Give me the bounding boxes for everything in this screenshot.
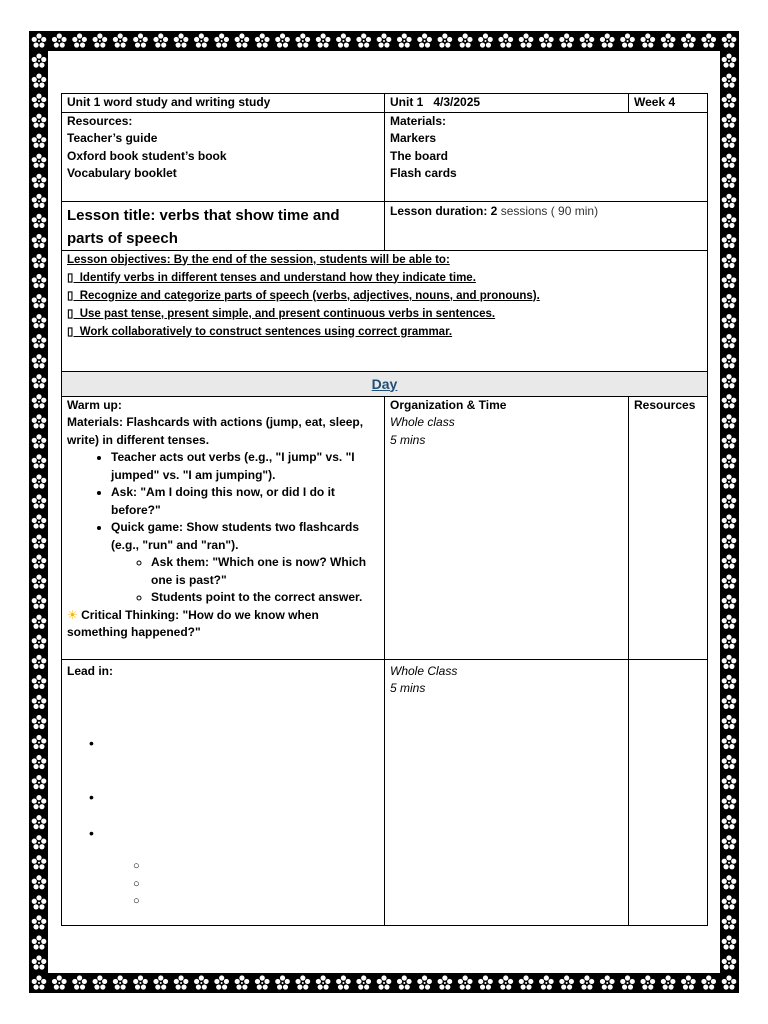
flower-ornament (719, 933, 739, 953)
flower-ornament (29, 452, 49, 472)
flower-ornament (29, 893, 49, 913)
flower-ornament (29, 913, 49, 933)
flower-ornament (29, 572, 49, 592)
flower-ornament (110, 973, 130, 993)
flower-ornament (29, 31, 49, 51)
duration-label: Lesson duration: (390, 203, 491, 218)
flower-ornament (130, 973, 150, 993)
flower-ornament (29, 973, 49, 993)
objective-item: ▯ Identify verbs in different tenses and understand how they indicate time. (67, 271, 476, 284)
flower-ornament (232, 973, 252, 993)
flower-ornament (557, 973, 577, 993)
duration-value: 2 (490, 203, 498, 218)
flower-ornament (212, 31, 232, 51)
material-item: Flash cards (390, 166, 457, 180)
critical-thinking-text: Critical Thinking: "How do we know when something happened?" (67, 607, 323, 639)
flower-ornament (29, 191, 49, 211)
resources-row (62, 112, 708, 201)
flower-ornament (29, 592, 49, 612)
flower-ornament (496, 31, 516, 51)
flower-ornament (719, 412, 739, 432)
flower-ornament (719, 452, 739, 472)
flower-ornament (455, 973, 475, 993)
flower-ornament (191, 31, 211, 51)
flower-ornament (719, 973, 739, 993)
flower-ornament (597, 973, 617, 993)
flower-ornament (29, 712, 49, 732)
bullet-dot: • (89, 735, 94, 751)
flower-ornament (49, 973, 69, 993)
objectives-cell (62, 250, 708, 371)
materials-cell (385, 112, 708, 201)
flower-ornament (719, 211, 739, 231)
flower-ornament (29, 652, 49, 672)
flower-ornament (719, 51, 739, 71)
flower-ornament (29, 151, 49, 171)
warmup-row (62, 396, 708, 659)
sub-bullet-dot: ○ (133, 860, 140, 872)
flower-ornament (719, 853, 739, 873)
flower-ornament (333, 31, 353, 51)
flower-ornament (29, 352, 49, 372)
flower-ornament (719, 532, 739, 552)
flower-ornament (110, 31, 130, 51)
flower-ornament (29, 372, 49, 392)
warmup-org-cell (385, 396, 629, 659)
sub-bullet-dot: ○ (133, 878, 140, 890)
flower-ornament (29, 432, 49, 452)
flower-ornament (293, 31, 313, 51)
flower-ornament (719, 732, 739, 752)
lesson-title-line1: Lesson title: verbs that show time and (67, 206, 340, 224)
warmup-subbullets (111, 554, 379, 607)
flower-ornament (29, 672, 49, 692)
bullet-dot: • (89, 825, 94, 841)
day-header (62, 371, 708, 396)
flower-ornament (719, 352, 739, 372)
warmup-heading: Warm up: (67, 397, 122, 412)
org-heading: Organization & Time (390, 397, 507, 412)
flower-ornament (719, 632, 739, 652)
flower-ornament (171, 31, 191, 51)
objective-item: ▯ Work collaboratively to construct sentences using correct grammar. (67, 325, 453, 338)
flower-ornament (719, 332, 739, 352)
flower-ornament (29, 773, 49, 793)
flower-ornament (719, 392, 739, 412)
flower-ornament (719, 773, 739, 793)
material-item: Markers (390, 131, 437, 145)
flower-ornament (719, 472, 739, 492)
flower-ornament (49, 31, 69, 51)
flower-ornament (29, 793, 49, 813)
resource-item: Oxford book student’s book (67, 148, 227, 163)
org-mode: Whole Class (390, 663, 458, 678)
flower-ornament (29, 532, 49, 552)
flower-ornament (273, 31, 293, 51)
flower-ornament (29, 332, 49, 352)
flower-ornament (313, 973, 333, 993)
flower-ornament (29, 312, 49, 332)
warmup-materials: Materials: Flashcards with actions (jump, eat, sleep, write) in different tenses. (67, 415, 364, 447)
flower-ornament (29, 692, 49, 712)
flower-ornament (719, 712, 739, 732)
flower-ornament (577, 31, 597, 51)
flower-ornament (719, 111, 739, 131)
leadin-org-cell (385, 659, 629, 925)
org-time: 5 mins (390, 432, 426, 447)
flower-ornament (394, 973, 414, 993)
flower-ornament (719, 893, 739, 913)
flower-ornament (455, 31, 475, 51)
flower-ornament (536, 31, 556, 51)
flower-ornament (29, 251, 49, 271)
flower-ornament (719, 552, 739, 572)
flower-ornament (29, 392, 49, 412)
warmup-bullets (67, 449, 379, 607)
flower-ornament (475, 31, 495, 51)
flower-ornament (678, 31, 698, 51)
day-row (62, 371, 708, 396)
flower-ornament (719, 793, 739, 813)
flower-ornament (29, 171, 49, 191)
flower-ornament (29, 91, 49, 111)
flower-ornament (29, 51, 49, 71)
flower-ornament (618, 973, 638, 993)
flower-ornament (577, 973, 597, 993)
flower-ornament (618, 31, 638, 51)
flower-ornament (415, 31, 435, 51)
flower-ornament (719, 753, 739, 773)
flower-ornament (29, 873, 49, 893)
flower-ornament (232, 31, 252, 51)
flower-ornament (29, 933, 49, 953)
flower-ornament (273, 973, 293, 993)
flower-ornament (29, 231, 49, 251)
flower-ornament (29, 753, 49, 773)
sub-bullet-dot: ○ (133, 895, 140, 907)
resources-heading: Resources: (67, 113, 133, 128)
flower-ornament (719, 71, 739, 91)
flower-ornament (29, 632, 49, 652)
flower-ornament (29, 472, 49, 492)
flower-ornament (719, 91, 739, 111)
flower-ornament (516, 973, 536, 993)
flower-ornament (252, 31, 272, 51)
flower-ornament (719, 953, 739, 973)
flower-ornament (536, 973, 556, 993)
flower-ornament (719, 231, 739, 251)
flower-ornament (719, 572, 739, 592)
flower-ornament (354, 31, 374, 51)
resource-item: Vocabulary booklet (67, 166, 177, 180)
leadin-row (62, 659, 708, 925)
flower-ornament (719, 813, 739, 833)
warmup-cell (62, 396, 385, 659)
flower-ornament (719, 292, 739, 312)
flower-ornament (719, 833, 739, 853)
flower-ornament (475, 973, 495, 993)
flower-ornament (415, 973, 435, 993)
leadin-heading: Lead in: (67, 663, 114, 678)
materials-heading: Materials: (390, 113, 447, 128)
flower-ornament (719, 131, 739, 151)
list-item: • Teacher acts out verbs (e.g., "I jump" vs. "I jumped" vs. "I am jumping"). (111, 449, 379, 484)
flower-ornament (354, 973, 374, 993)
critical-thinking (67, 607, 379, 642)
sun-icon: ☀ (67, 607, 78, 622)
flower-ornament (29, 412, 49, 432)
lesson-title-line2: parts of speech (67, 229, 178, 247)
flower-ornament (719, 913, 739, 933)
flower-ornament (496, 973, 516, 993)
resources-col-heading: Resources (634, 397, 696, 412)
resource-item: Teacher’s guide (67, 131, 158, 145)
flower-ornament (29, 612, 49, 632)
sub-list-item: ◦ Students point to the correct answer. (151, 589, 379, 607)
week-label: Week 4 (629, 94, 708, 113)
flower-ornament (293, 973, 313, 993)
flower-ornament (719, 31, 739, 51)
day-label: Day (371, 375, 398, 392)
list-item-text: Quick game: Show students two flashcards (e.g., "run" and "ran"). (111, 520, 360, 552)
list-item: • Ask: "Am I doing this now, or did I do it before?" (111, 484, 379, 519)
flower-ornament (719, 191, 739, 211)
flower-ornament (29, 71, 49, 91)
flower-ornament (719, 151, 739, 171)
flower-ornament (394, 31, 414, 51)
flower-ornament (70, 31, 90, 51)
flower-ornament (719, 372, 739, 392)
flower-ornament (658, 31, 678, 51)
flower-ornament (90, 31, 110, 51)
flower-ornament (333, 973, 353, 993)
flower-ornament (151, 31, 171, 51)
flower-ornament (719, 171, 739, 191)
flower-ornament (678, 973, 698, 993)
flower-ornament (29, 853, 49, 873)
flower-ornament (719, 652, 739, 672)
flower-ornament (130, 31, 150, 51)
objectives-heading: Lesson objectives: By the end of the session, students will be able to: (67, 253, 450, 266)
flower-ornament (699, 31, 719, 51)
flower-ornament (29, 131, 49, 151)
list-item (111, 519, 379, 607)
sub-list-item: ◦ Ask them: "Which one is now? Which one is past?" (151, 554, 379, 589)
lesson-title-cell (62, 201, 385, 250)
flower-ornament (171, 973, 191, 993)
unit-date: Unit 1 4/3/2025 (385, 94, 629, 113)
flower-ornament (29, 552, 49, 572)
lesson-duration-cell (385, 201, 708, 250)
header-row (62, 94, 708, 113)
flower-ornament (212, 973, 232, 993)
flower-ornament (719, 272, 739, 292)
flower-ornament (29, 111, 49, 131)
flower-ornament (597, 31, 617, 51)
flower-ornament (70, 973, 90, 993)
flower-ornament (719, 873, 739, 893)
objective-item: ▯ Use past tense, present simple, and present continuous verbs in sentences. (67, 307, 496, 320)
flower-ornament (151, 973, 171, 993)
flower-ornament (435, 973, 455, 993)
flower-ornament (638, 31, 658, 51)
flower-ornament (638, 973, 658, 993)
flower-ornament (90, 973, 110, 993)
flower-ornament (29, 813, 49, 833)
duration-rest: sessions ( 90 min) (497, 203, 599, 218)
flower-ornament (29, 512, 49, 532)
flower-ornament (29, 833, 49, 853)
flower-ornament (374, 31, 394, 51)
flower-ornament (719, 492, 739, 512)
flower-ornament (29, 272, 49, 292)
org-mode: Whole class (390, 415, 455, 429)
material-item: The board (390, 148, 449, 163)
leadin-resources-cell (629, 659, 708, 925)
flower-ornament (719, 672, 739, 692)
org-time: 5 mins (390, 681, 426, 695)
objectives-row (62, 250, 708, 371)
flower-ornament (252, 973, 272, 993)
flower-ornament (719, 432, 739, 452)
flower-ornament (374, 973, 394, 993)
flower-ornament (699, 973, 719, 993)
flower-ornament (29, 732, 49, 752)
flower-ornament (516, 31, 536, 51)
bullet-dot: • (89, 789, 94, 805)
flower-ornament (29, 211, 49, 231)
flower-ornament (658, 973, 678, 993)
flower-ornament (435, 31, 455, 51)
flower-ornament (29, 292, 49, 312)
lesson-row (62, 201, 708, 250)
flower-ornament (29, 492, 49, 512)
resources-cell (62, 112, 385, 201)
flower-ornament (719, 312, 739, 332)
flower-ornament (313, 31, 333, 51)
unit-title: Unit 1 word study and writing study (62, 94, 385, 113)
objective-item: ▯ Recognize and categorize parts of speech (verbs, adjectives, nouns, and pronouns). (67, 289, 540, 302)
flower-ornament (719, 612, 739, 632)
flower-ornament (29, 953, 49, 973)
warmup-resources-cell (629, 396, 708, 659)
leadin-cell (62, 659, 385, 925)
lesson-plan-table (61, 93, 708, 926)
flower-ornament (719, 592, 739, 612)
flower-ornament (719, 692, 739, 712)
flower-ornament (719, 512, 739, 532)
flower-ornament (557, 31, 577, 51)
flower-ornament (719, 251, 739, 271)
flower-ornament (191, 973, 211, 993)
